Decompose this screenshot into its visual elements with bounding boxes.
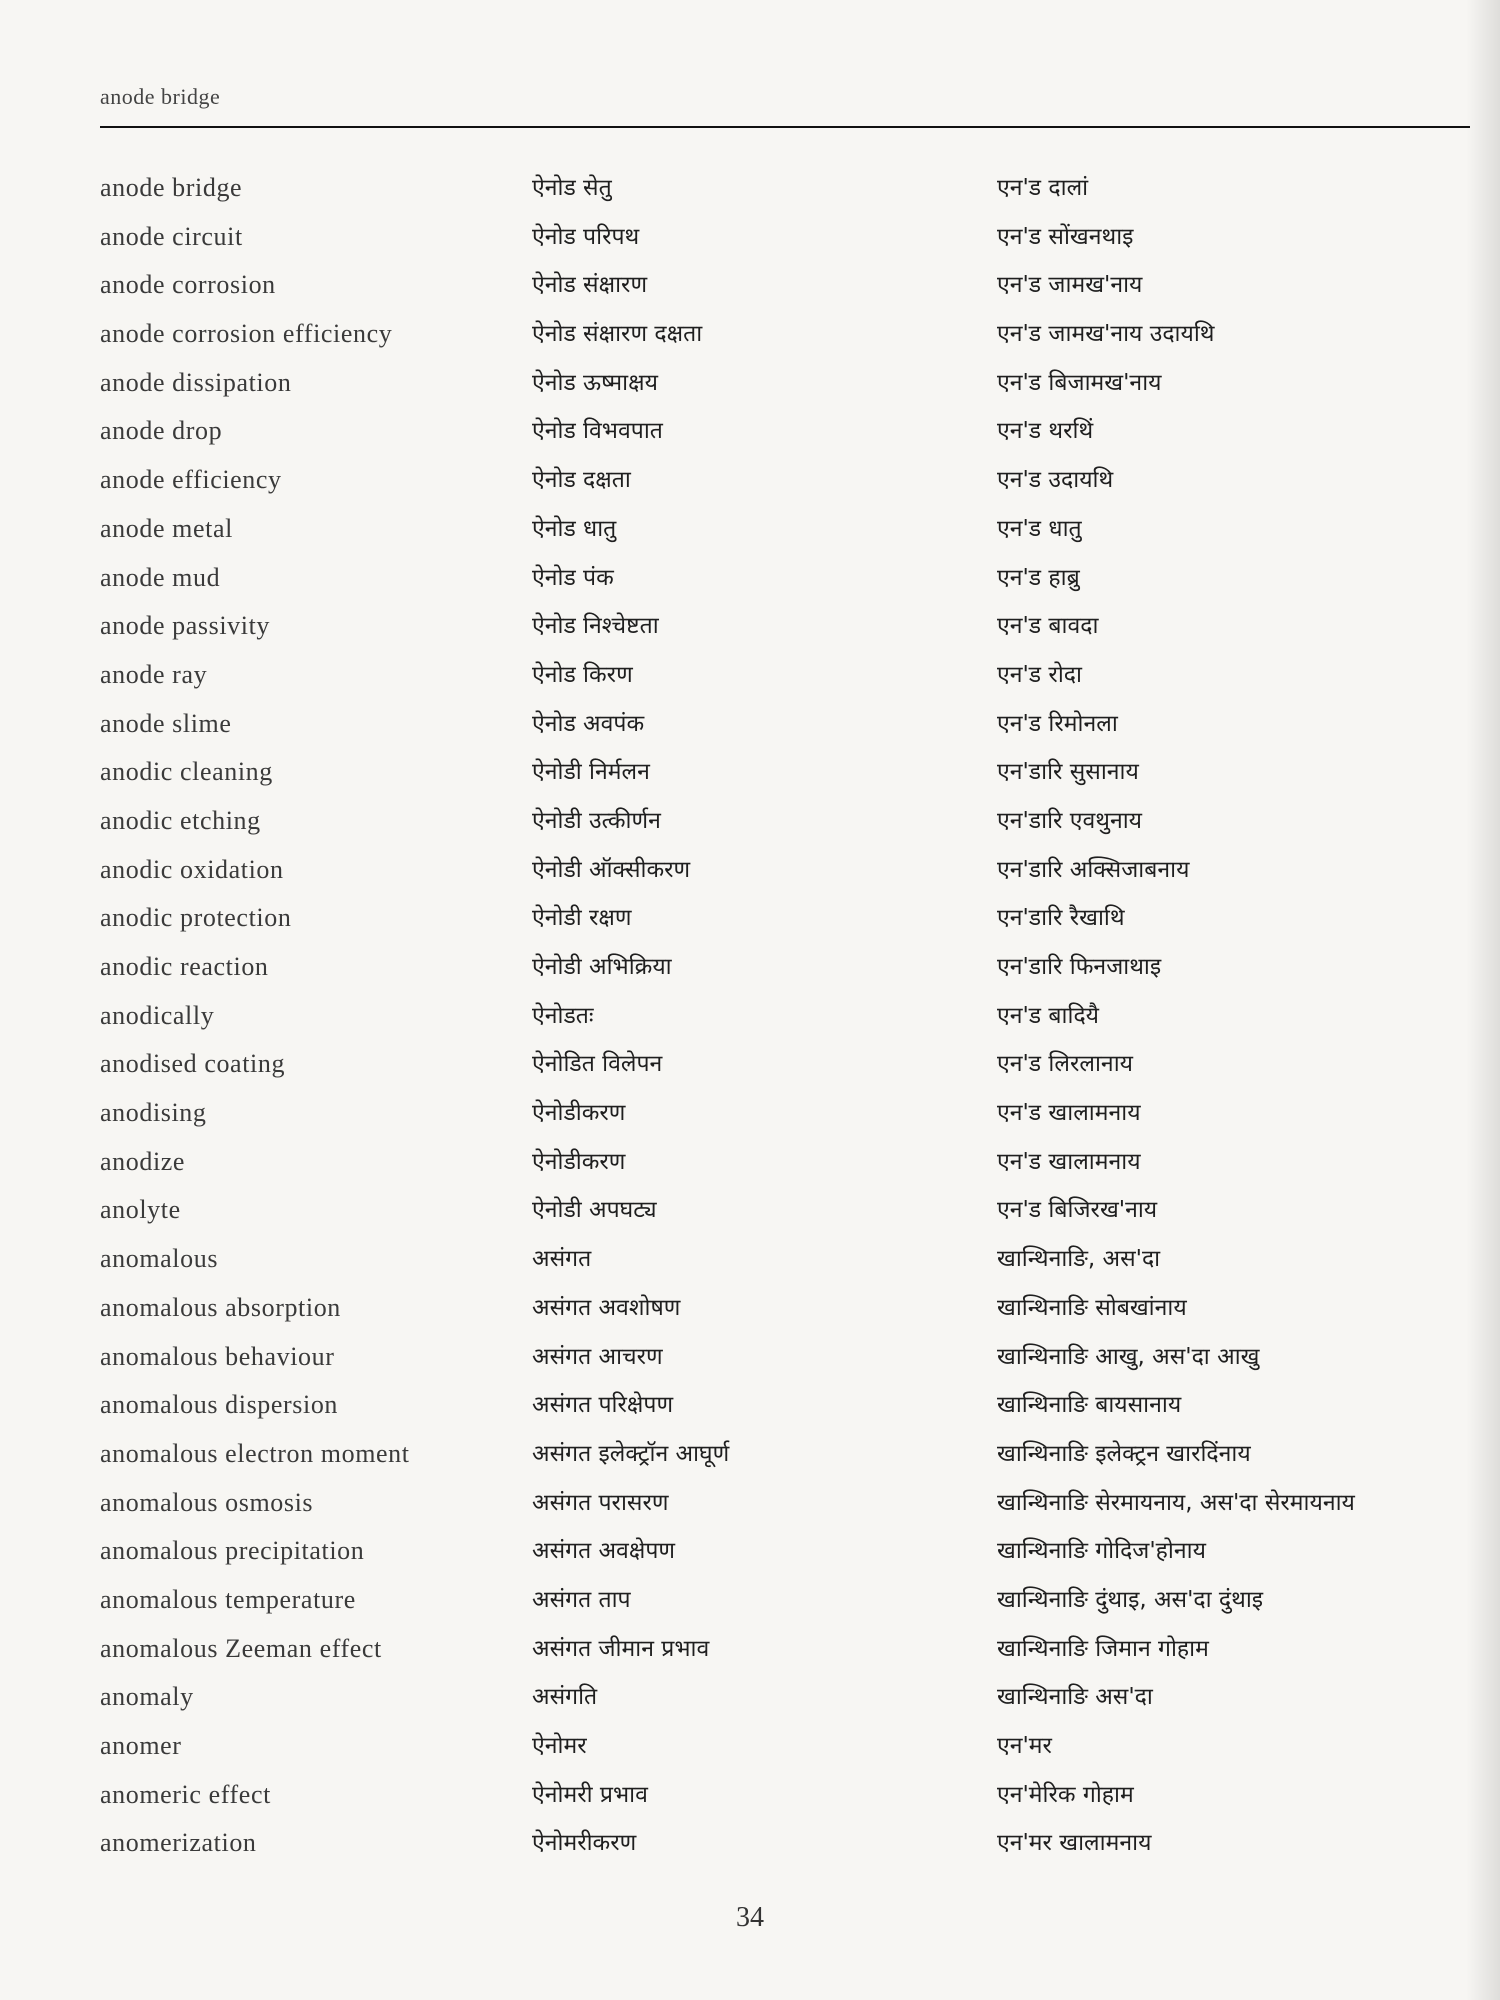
term-english: anode slime (100, 708, 232, 738)
term-hindi: ऐनोडी निर्मलन (532, 759, 650, 786)
term-hindi: ऐनोड किरण (532, 661, 633, 688)
term-bodo: एन'मेरिक गोहाम (997, 1781, 1134, 1808)
term-english: anolyte (100, 1195, 181, 1225)
term-bodo: एन'डारि एवथुनाय (997, 807, 1143, 834)
term-english: anode ray (100, 659, 208, 689)
term-hindi: ऐनोडीकरण (532, 1148, 626, 1175)
term-english: anodic etching (100, 805, 261, 835)
term-english: anomalous osmosis (100, 1487, 314, 1517)
dictionary-entry (0, 752, 1500, 801)
term-hindi: ऐनोड पंक (532, 564, 614, 591)
term-english: anode passivity (100, 611, 271, 641)
term-bodo: एन'ड हाब्रु (997, 564, 1080, 591)
term-bodo: एन'ड दालां (997, 175, 1089, 201)
term-hindi: ऐनोमर (532, 1733, 587, 1759)
dictionary-entry (0, 1093, 1500, 1142)
dictionary-entry (0, 655, 1500, 704)
term-english: anodised coating (100, 1049, 286, 1079)
term-bodo: खान्थिनाङि बायसानाय (997, 1392, 1182, 1419)
term-bodo: खान्थिनाङि इलेक्ट्रन खारदिंनाय (997, 1440, 1251, 1467)
dictionary-entry (0, 1288, 1500, 1337)
dictionary-entry (0, 168, 1500, 217)
term-english: anomalous dispersion (100, 1390, 339, 1420)
header-rule (100, 126, 1470, 128)
term-bodo: खान्थिनाङि गोदिज'होनाय (997, 1538, 1206, 1565)
term-hindi: असंगति (532, 1684, 598, 1711)
dictionary-entry (0, 606, 1500, 655)
term-bodo: एन'ड रोदा (997, 661, 1082, 688)
term-bodo: एन'ड खालामनाय (997, 1148, 1141, 1175)
term-english: anomalous Zeeman effect (100, 1633, 382, 1663)
term-english: anomerization (100, 1828, 257, 1858)
dictionary-entry (0, 850, 1500, 899)
term-english: anode efficiency (100, 465, 282, 495)
term-hindi: ऐनोड सेतु (532, 175, 612, 201)
term-bodo: एन'डारि अक्सिजाबनाय (997, 856, 1190, 883)
term-bodo: एन'ड खालामनाय (997, 1100, 1141, 1127)
term-english: anomer (100, 1731, 182, 1760)
dictionary-entry (0, 1629, 1500, 1678)
term-english: anomaly (100, 1682, 194, 1712)
term-english: anodic protection (100, 903, 292, 933)
dictionary-entry (0, 1190, 1500, 1239)
term-english: anodic oxidation (100, 854, 284, 884)
dictionary-entry (0, 1677, 1500, 1726)
term-hindi: ऐनोड ऊष्माक्षय (532, 369, 658, 396)
running-head: anode bridge (100, 84, 221, 109)
dictionary-entry (0, 411, 1500, 460)
term-english: anodic cleaning (100, 757, 273, 787)
dictionary-entry (0, 509, 1500, 558)
entry-list (0, 168, 1500, 1872)
term-bodo: खान्थिनाङि सोबखांनाय (997, 1294, 1187, 1321)
term-hindi: ऐनोडतः (532, 1002, 594, 1029)
term-english: anode mud (100, 562, 221, 592)
term-bodo: एन'ड बिजिरख'नाय (997, 1197, 1158, 1224)
dictionary-entry (0, 996, 1500, 1045)
dictionary-entry (0, 265, 1500, 314)
page-number: 34 (736, 1902, 764, 1933)
term-hindi: ऐनोड धातु (532, 515, 617, 542)
term-bodo: एन'डारि रैखाथि (997, 905, 1125, 932)
term-bodo: एन'ड रिमोनला (997, 710, 1118, 737)
dictionary-entry (0, 1483, 1500, 1532)
term-english: anodize (100, 1146, 186, 1176)
term-english: anomalous behaviour (100, 1341, 335, 1371)
term-english: anode bridge (100, 173, 243, 202)
term-hindi: ऐनोड दक्षता (532, 467, 631, 494)
term-bodo: खान्थिनाङि आखु, अस'दा आखु (997, 1343, 1260, 1370)
term-hindi: ऐनोडी रक्षण (532, 905, 632, 932)
term-hindi: ऐनोड विभवपात (532, 418, 663, 445)
term-bodo: एन'मर खालामनाय (997, 1830, 1152, 1857)
term-bodo: खान्थिनाङि जिमान गोहाम (997, 1635, 1209, 1662)
dictionary-entry (0, 801, 1500, 850)
term-bodo: एन'ड उदायथि (997, 467, 1114, 494)
term-bodo: एन'डारि सुसानाय (997, 759, 1139, 786)
term-hindi: ऐनोडित विलेपन (532, 1051, 663, 1078)
term-hindi: ऐनोमरी प्रभाव (532, 1781, 648, 1808)
term-english: anomalous precipitation (100, 1536, 365, 1566)
term-english: anode dissipation (100, 367, 292, 397)
term-hindi: ऐनोडी उत्कीर्णन (532, 807, 661, 834)
term-bodo: खान्थिनाङि दुंथाइ, अस'दा दुंथाइ (997, 1586, 1264, 1613)
term-hindi: असंगत आचरण (532, 1343, 663, 1370)
dictionary-entry (0, 1823, 1500, 1872)
term-hindi: ऐनोड संक्षारण दक्षता (532, 321, 703, 348)
term-bodo: एन'मर (997, 1733, 1052, 1759)
term-hindi: ऐनोडी अभिक्रिया (532, 954, 672, 980)
term-bodo: एन'ड धातु (997, 515, 1082, 542)
term-english: anode drop (100, 416, 223, 446)
term-hindi: असंगत (532, 1246, 592, 1273)
term-bodo: खान्थिनाङि अस'दा (997, 1684, 1153, 1711)
dictionary-entry (0, 1385, 1500, 1434)
term-bodo: एन'ड जामख'नाय (997, 272, 1143, 299)
dictionary-entry (0, 1726, 1500, 1775)
term-hindi: असंगत परिक्षेपण (532, 1392, 674, 1419)
dictionary-entry (0, 314, 1500, 363)
term-bodo: एन'डारि फिनजाथाइ (997, 954, 1162, 980)
term-hindi: असंगत इलेक्ट्रॉन आघूर्ण (532, 1440, 730, 1467)
term-english: anodising (100, 1098, 207, 1128)
term-english: anode metal (100, 513, 233, 543)
term-bodo: एन'ड लिरलानाय (997, 1051, 1133, 1078)
term-hindi: असंगत परासरण (532, 1489, 669, 1516)
term-english: anomalous temperature (100, 1584, 356, 1614)
term-bodo: एन'ड बावदा (997, 613, 1099, 640)
dictionary-entry (0, 460, 1500, 509)
term-hindi: ऐनोडीकरण (532, 1100, 626, 1127)
term-english: anodic reaction (100, 952, 269, 981)
page-edge-shadow (1466, 0, 1500, 2000)
term-bodo: खान्थिनाङि, अस'दा (997, 1246, 1161, 1273)
dictionary-entry (0, 217, 1500, 266)
term-english: anomalous (100, 1244, 219, 1274)
term-english: anode corrosion (100, 270, 276, 300)
term-english: anomalous electron moment (100, 1438, 410, 1468)
dictionary-entry (0, 363, 1500, 412)
term-bodo: एन'ड थरथिं (997, 418, 1094, 445)
term-hindi: ऐनोड परिपथ (532, 223, 640, 250)
term-hindi: ऐनोड संक्षारण (532, 272, 648, 299)
term-hindi: ऐनोमरीकरण (532, 1830, 637, 1857)
term-hindi: असंगत जीमान प्रभाव (532, 1635, 710, 1662)
term-hindi: असंगत अवक्षेपण (532, 1538, 676, 1565)
term-hindi: ऐनोड निश्चेष्टता (532, 613, 659, 640)
dictionary-entry (0, 1142, 1500, 1191)
dictionary-entry (0, 1580, 1500, 1629)
term-english: anomeric effect (100, 1779, 271, 1809)
term-bodo: एन'ड बादियै (997, 1002, 1100, 1029)
dictionary-entry (0, 558, 1500, 607)
term-bodo: खान्थिनाङि सेरमायनाय, अस'दा सेरमायनाय (997, 1489, 1355, 1516)
term-hindi: असंगत ताप (532, 1586, 631, 1613)
term-bodo: एन'ड बिजामख'नाय (997, 369, 1162, 396)
term-english: anomalous absorption (100, 1292, 341, 1322)
term-bodo: एन'ड जामख'नाय उदायथि (997, 321, 1215, 348)
dictionary-entry (0, 704, 1500, 753)
term-bodo: एन'ड सोंखनथाइ (997, 223, 1134, 250)
term-hindi: असंगत अवशोषण (532, 1294, 681, 1321)
dictionary-entry (0, 1775, 1500, 1824)
term-english: anode corrosion efficiency (100, 319, 393, 349)
term-hindi: ऐनोडी ऑक्सीकरण (532, 856, 691, 883)
dictionary-entry (0, 1434, 1500, 1483)
dictionary-entry (0, 947, 1500, 996)
term-english: anode circuit (100, 221, 243, 251)
dictionary-entry (0, 1044, 1500, 1093)
dictionary-entry (0, 1531, 1500, 1580)
term-hindi: ऐनोडी अपघट्य (532, 1197, 657, 1224)
term-english: anodically (100, 1000, 215, 1030)
dictionary-entry (0, 1337, 1500, 1386)
dictionary-entry (0, 1239, 1500, 1288)
dictionary-entry (0, 898, 1500, 947)
term-hindi: ऐनोड अवपंक (532, 710, 645, 737)
